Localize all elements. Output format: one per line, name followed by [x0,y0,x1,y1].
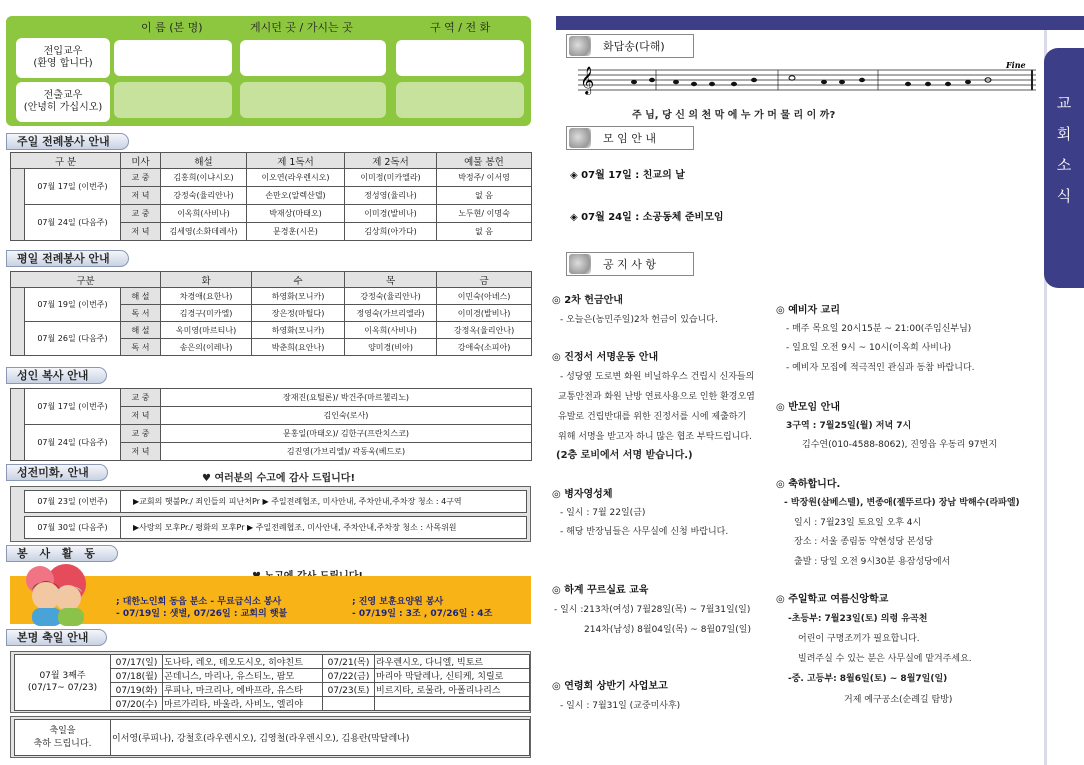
sunday-cell: 강정숙(율리안나) [161,187,247,205]
feast-names: 마르가리타, 바울라, 사비노, 엘리야 [163,697,323,711]
notice-line: - 해당 반장님들은 사무실에 신청 바랍니다. [560,527,729,537]
weekday-cell: 이민숙(아녜스) [437,288,532,305]
weekday-cell: 이옥희(사비나) [345,322,437,339]
notice-line: 위해 서명을 받고자 하니 많은 협조 부탁드립니다. [558,432,752,442]
service-section-title: 봉 사 활 동 [6,545,118,562]
feast-date: 07/18(월) [111,669,163,683]
sunday-cell: 이오연(라우렌시오) [247,169,345,187]
beautify-table [24,490,527,539]
feast-table [14,654,530,711]
sunday-mass: 저 녁 [121,223,161,241]
weekday-cell: 차경애(요한나) [161,288,252,305]
sunday-cell: 이미경(발비나) [345,205,437,223]
notice-line: - 일시 : 7월 22일(금) [560,508,646,518]
service-right-line1: ; 진영 보훈요양원 봉사 [352,597,444,607]
notice-line: - 일시 : 7월31일 (교중미사후) [560,701,681,711]
transfer-in-name-field[interactable] [114,40,232,76]
hymn-fine: Fine [1006,60,1026,70]
beautify-text: ▶교회의 햇불Pr./ 죄인들의 피난처Pr ▶ 주일전례협조, 미사안내, 주차안내,주차장 청소 : 4구역 [121,491,527,513]
sunday-section-title: 주일 전례봉사 안내 [6,133,129,150]
beautify-date: 07월 30일 (다음주) [25,517,121,539]
meeting-item: ◈ 07월 24일 : 소공동체 준비모임 [570,212,724,223]
weekday-role: 해 설 [121,322,161,339]
altar-date: 07월 24일 (다음주) [25,425,121,461]
weekday-role: 독 서 [121,305,161,322]
side-tab-char: 식 [1056,187,1072,205]
notice-head: ◎ 연령회 상반기 사업보고 [552,681,668,692]
sunday-cell: 박정주/ 이서영 [437,169,532,187]
notice-head: ◎ 축하합니다. [776,479,841,490]
weekday-cell: 옥미영(마르티나) [161,322,252,339]
feast-date: 07/22(금) [323,669,375,683]
sunday-cell: 정성영(율리나) [345,187,437,205]
altar-cell: 김인숙(로사) [161,407,532,425]
transfer-in-label: 전입교우 (환영 합니다) [16,38,110,78]
meeting-item: ◈ 07월 17일 : 친교의 날 [570,170,685,181]
weekday-cell: 하영화(모니카) [252,288,345,305]
meeting-icon [569,128,591,148]
weekday-cell: 정영숙(가브리엘라) [345,305,437,322]
transfer-in-area-field[interactable] [396,40,524,76]
notice-line: -초등부: 7월23일(토) 의령 유곡천 [788,614,928,624]
feast-names: 루피나, 마크리나, 에바프라, 유스타 [163,683,323,697]
weekday-role: 독 서 [121,339,161,356]
transfer-out-label: 전출교우 (안녕히 가십시오) [16,82,110,122]
notice-line: 교통안전과 화원 난방 연료사용으로 인한 환경오염 [558,392,755,402]
sunday-cell: 박재상(마태오) [247,205,345,223]
notice-line: - 일요일 오전 9시 ~ 10시(이옥희 사비나) [786,343,952,353]
notice-line: - 박장원(살베스텔), 변종애(젤뚜르다) 장남 박해수(라파엘) [784,498,1020,508]
transfer-out-area-field[interactable] [396,82,524,118]
notice-line: 유발로 건립반대를 위한 진정서를 시에 제출하기 [558,412,747,422]
sunday-mass: 저 녁 [121,187,161,205]
sunday-cell: 없 음 [437,223,532,241]
weekday-cell: 강정옥(율리안나) [437,322,532,339]
notice-line: 214차(남성) 8월04일(목) ~ 8월07일(일) [584,625,751,635]
feast-names: 라우렌시오, 다니엘, 빅토르 [375,655,530,669]
music-score [578,60,1038,100]
notice-icon [569,254,591,274]
notice-head: ◎ 병자영성체 [552,489,613,500]
top-banner [556,16,1084,30]
sunday-cell: 손만오(알렉산델) [247,187,345,205]
feast-date: 07/20(수) [111,697,163,711]
sunday-table [10,152,532,241]
weekday-cell: 송은의(이레나) [161,339,252,356]
weekday-h0: 구분 [11,272,161,288]
side-tab-text [1044,88,1084,212]
notice-title: 공 지 사 항 [603,258,656,271]
service-left-line1: ; 대한노인회 동읍 분소 - 무료급식소 봉사 [116,597,282,607]
registration-box [6,16,531,126]
beautify-section-title: 성전미화, 안내 [6,464,108,481]
side-tab-char: 회 [1056,125,1072,143]
congrats-names: 이서영(루피나), 강철호(라우렌시오), 김영철(라우렌시오), 김용란(막달레나) [111,720,530,756]
feast-date: 07/21(목) [323,655,375,669]
notice-line: - 오늘은(농민주일)2차 헌금이 있습니다. [560,315,718,325]
weekday-cell: 김경구(미카엘) [161,305,252,322]
weekday-h3: 목 [345,272,437,288]
notice-head: ◎ 예비자 교리 [776,305,840,316]
reg-header-place: 게시던 곳 / 가시는 곳 [250,21,353,34]
beautify-text: ▶사랑의 모후Pr./ 평화의 모후Pr ▶ 주일전례협조, 미사안내, 주차안내,주차장 청소 : 사목위원 [121,517,527,539]
weekday-cell: 강애숙(소피아) [437,339,532,356]
notice-line: 장소 : 서울 종림동 약현성당 본성당 [794,537,934,547]
weekday-h2: 수 [252,272,345,288]
feast-week: 07월 3째주 (07/17~ 07/23) [15,655,111,711]
congrats-table [14,719,530,756]
altar-cell: 장재진(요틸론)/ 박건주(마르첼리노) [161,389,532,407]
altar-date: 07월 17일 (이번주) [25,389,121,425]
sunday-h2: 해설 [161,153,247,169]
feast-date: 07/23(토) [323,683,375,697]
service-left-line2: - 07/19일 : 샛별, 07/26일 : 교회의 햇불 [116,609,288,619]
sunday-date: 07월 17일 (이번주) [25,169,121,205]
weekday-section-title: 평일 전례봉사 안내 [6,250,129,267]
notice-line: - 예비자 모집에 적극적인 관심과 동참 바랍니다. [786,363,975,373]
altar-table [10,388,532,461]
meeting-title: 모 임 안 내 [603,132,656,145]
side-tab-char: 소 [1056,156,1072,174]
transfer-in-place-field[interactable] [240,40,386,76]
sunday-mass: 교 중 [121,169,161,187]
weekday-date: 07월 19일 (이번주) [25,288,121,322]
transfer-out-name-field[interactable] [114,82,232,118]
weekday-table [10,271,532,356]
reg-header-area: 구 역 / 전 화 [430,21,491,34]
hymn-icon [569,36,591,56]
weekday-cell: 박춘희(요안나) [252,339,345,356]
svg-text:𝄞: 𝄞 [580,66,595,94]
feast-date: 07/19(화) [111,683,163,697]
weekday-cell: 이미경(발비나) [437,305,532,322]
notice-head: ◎ 주일학교 여름신앙학교 [776,594,889,605]
sunday-cell: 이옥희(사비나) [161,205,247,223]
altar-mass: 교 중 [121,389,161,407]
notice-line: - 성당옆 도로변 화원 비닐하우스 건립시 신자들의 [560,372,755,382]
hymn-header [566,34,694,58]
sunday-cell: 없 음 [437,187,532,205]
weekday-cell: 강정숙(율리안나) [345,288,437,305]
notice-line: 빌려주실 수 있는 분은 사무실에 맡겨주세요. [798,654,972,664]
sunday-cell: 이미정(미카엘라) [345,169,437,187]
sunday-cell: 김상희(아가다) [345,223,437,241]
weekday-cell: 하영화(모니카) [252,322,345,339]
notice-line: -중. 고등부: 8월6일(토) ~ 8월7일(일) [788,674,948,684]
notice-head: ◎ 2차 헌금안내 [552,295,623,306]
sunday-mass: 교 중 [121,205,161,223]
notice-head: ◎ 반모임 안내 [776,402,840,413]
altar-cell: 문홍일(마태오)/ 김한구(프란치스코) [161,425,532,443]
weekday-h4: 금 [437,272,532,288]
side-tab-char: 교 [1056,94,1072,112]
weekday-role: 해 설 [121,288,161,305]
sunday-date: 07월 24일 (다음주) [25,205,121,241]
sunday-cell: 김홍희(이냐시오) [161,169,247,187]
notice-line: 어린이 구명조끼가 필요합니다. [798,634,920,644]
meeting-header [566,126,694,150]
transfer-out-place-field[interactable] [240,82,386,118]
notice-header [566,252,694,276]
feast-section-title: 본명 축일 안내 [6,629,107,646]
weekday-date: 07월 26일 (다음주) [25,322,121,356]
feast-names: 도나타, 레오, 테오도시오, 히야친트 [163,655,323,669]
sunday-h4: 제 2독서 [345,153,437,169]
sunday-h0: 구 분 [11,153,121,169]
sunday-h3: 제 1독서 [247,153,345,169]
feast-names: 비르지타, 로물라, 아폴리나리스 [375,683,530,697]
notice-line: - 일시 :213차(여성) 7월28일(목) ~ 7월31일(일) [554,605,751,615]
feast-names: 마리아 막달레나, 신티케, 치릴로 [375,669,530,683]
congrats-label: 축일을 축하 드립니다. [15,720,111,756]
notice-line: 출발 : 당일 오전 9시30분 용잠성당에서 [794,557,951,567]
notice-line: 거제 예구공소(순례길 탐방) [844,695,953,705]
altar-mass: 교 중 [121,425,161,443]
altar-section-title: 성인 복사 안내 [6,367,107,384]
sunday-cell: 문경훈(시몬) [247,223,345,241]
altar-mass: 저 녁 [121,443,161,461]
notice-line: 일시 : 7월23일 토요일 오후 4시 [794,518,922,528]
sunday-h1: 미사 [121,153,161,169]
altar-mass: 저 녁 [121,407,161,425]
service-right-line2: - 07/19일 : 3조 , 07/26일 : 4조 [352,609,493,619]
reg-header-name: 이 름 (본 명) [141,21,203,34]
sunday-cell: 노두현/ 이명숙 [437,205,532,223]
beautify-thanks: ♥ 여러분의 수고에 감사 드립니다! [202,473,356,484]
notice-head: ◎ 진정서 서명운동 안내 [552,352,659,363]
beautify-date: 07월 23일 (이번주) [25,491,121,513]
hymn-lyrics: 주 님, 당 신 의 천 막 에 누 가 머 물 리 이 까? [632,110,836,121]
feast-names: 곤데니스, 마리나, 유스티노, 팜모 [163,669,323,683]
notice-line: 3구역 : 7월25일(월) 저녁 7시 [786,421,912,431]
notice-line: 김수연(010-4588-8062), 진영읍 우동리 97번지 [802,440,998,450]
sunday-h5: 예물 봉헌 [437,153,532,169]
couple-illustration-icon [18,560,96,626]
sunday-cell: 김세영(소화데레사) [161,223,247,241]
weekday-cell: 양미경(비아) [345,339,437,356]
notice-line: - 매주 목요일 20시15분 ~ 21:00(주임신부님) [786,324,972,334]
weekday-h1: 화 [161,272,252,288]
weekday-cell: 장은정(마틸다) [252,305,345,322]
feast-date: 07/17(일) [111,655,163,669]
hymn-title: 화답송(다해) [603,40,665,53]
altar-cell: 김진영(가브리엘)/ 곽동욱(베드로) [161,443,532,461]
notice-line: (2층 로비에서 서명 받습니다.) [556,450,693,461]
notice-head: ◎ 하계 꾸르실료 교육 [552,585,649,596]
